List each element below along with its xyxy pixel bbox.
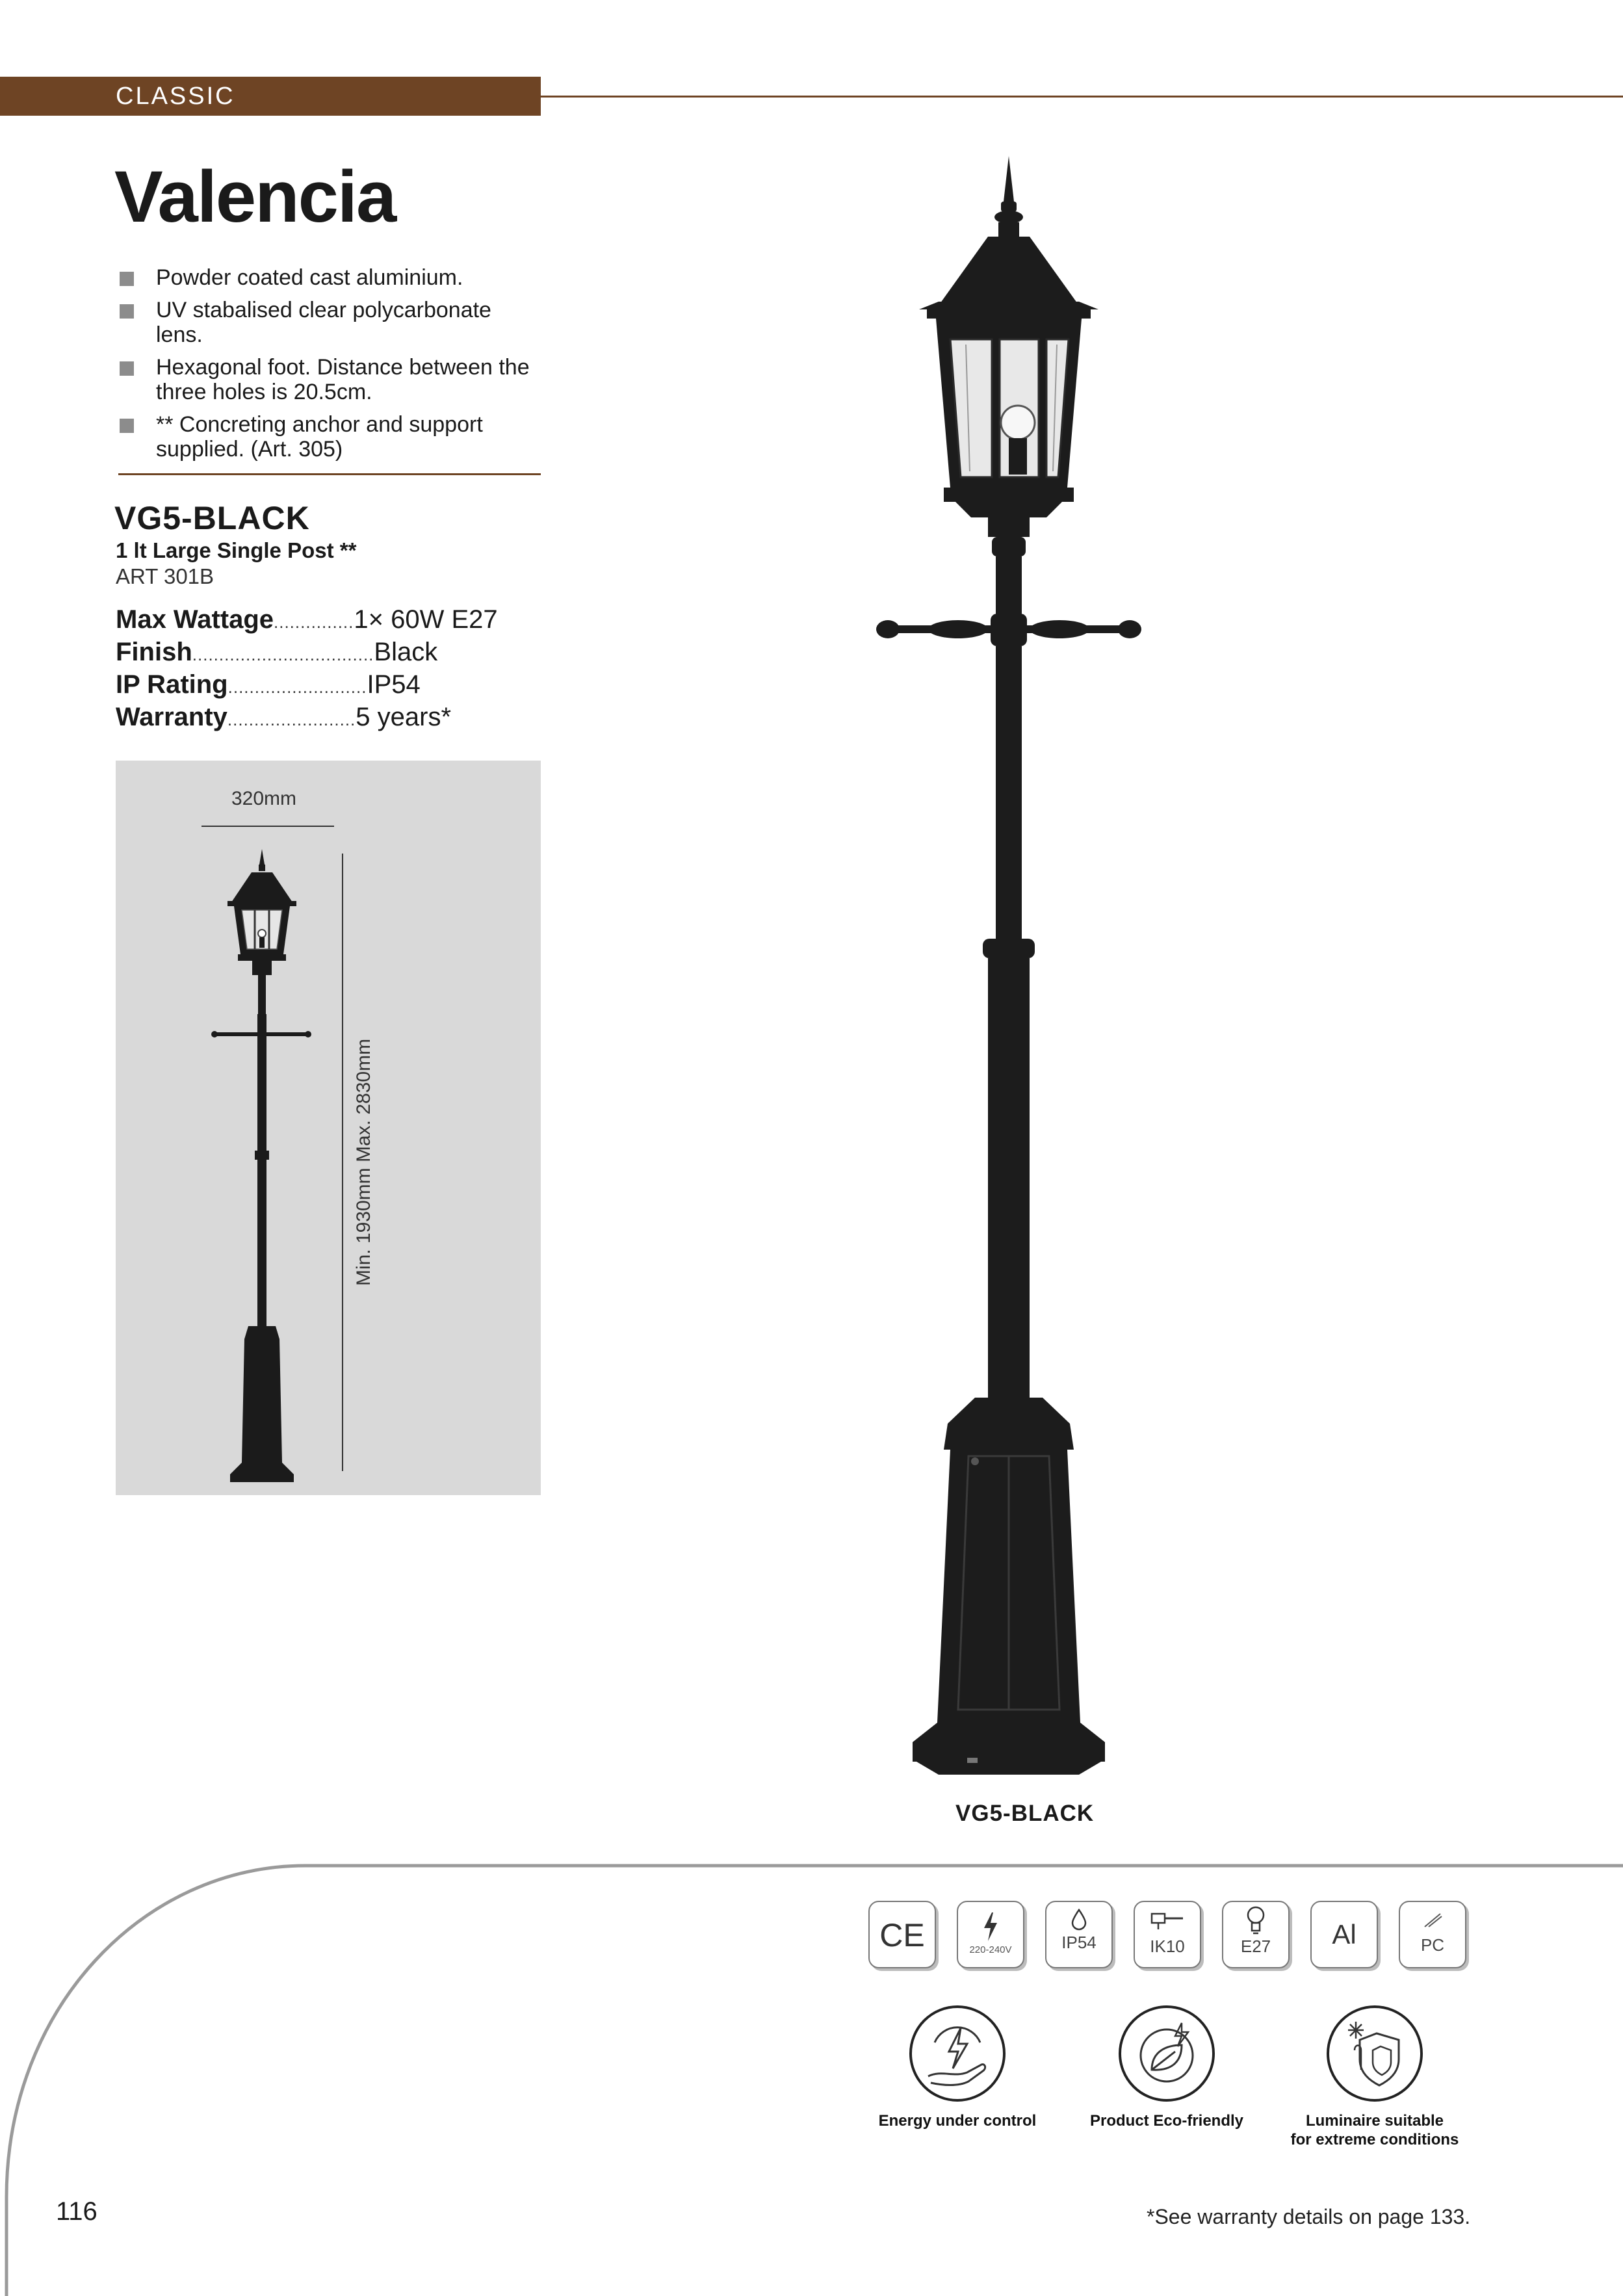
- feature-list: [117, 265, 533, 469]
- square-bullet-icon: [120, 272, 134, 286]
- feature-label-energy: Energy under control: [878, 2112, 1037, 2130]
- ip-rating-icon: IP54: [1045, 1901, 1113, 1968]
- spec-row: Warranty ........................ 5 years*: [116, 703, 452, 731]
- article-number: ART 301B: [116, 564, 214, 588]
- lamp-post-small-drawing: [195, 845, 325, 1489]
- width-dimension-line: [201, 826, 334, 827]
- water-drop-icon: [1071, 1909, 1087, 1931]
- lightning-bolt-icon: [981, 1912, 1000, 1941]
- bulb-socket-icon: E27: [1222, 1901, 1290, 1968]
- extreme-conditions-shield-icon: [1326, 2005, 1423, 2102]
- square-bullet-icon: [120, 361, 134, 376]
- category-label: CLASSIC: [116, 83, 235, 110]
- model-description: 1 lt Large Single Post **: [116, 538, 357, 562]
- feature-item: ** Concreting anchor and support supplied. (Art. 305): [117, 412, 533, 462]
- spec-row: Finish .................................. Black: [116, 638, 438, 666]
- dimension-width: 320mm: [231, 788, 297, 809]
- height-dimension-line: [342, 854, 343, 1471]
- section-divider: [118, 473, 541, 475]
- dimension-height: Min. 1930mm Max. 2830mm: [353, 1038, 374, 1286]
- light-bulb-icon: [1245, 1906, 1266, 1935]
- lens-icon: [1422, 1911, 1443, 1929]
- material-polycarbonate-icon: PC: [1399, 1901, 1466, 1968]
- page-number: 116: [56, 2197, 97, 2226]
- feature-label-eco: Product Eco-friendly: [1089, 2112, 1244, 2130]
- dimension-panel: [116, 761, 541, 1495]
- square-bullet-icon: [120, 304, 134, 319]
- feature-item: Powder coated cast aluminium.: [117, 265, 533, 290]
- square-bullet-icon: [120, 419, 134, 433]
- hammer-icon: [1149, 1911, 1186, 1931]
- model-code: VG5-BLACK: [114, 500, 310, 536]
- category-band: [0, 77, 541, 116]
- voltage-icon: 220-240V: [957, 1901, 1024, 1968]
- spec-table: [116, 605, 498, 735]
- impact-rating-icon: IK10: [1134, 1901, 1201, 1968]
- feature-item: Hexagonal foot. Distance between the three holes is 20.5cm.: [117, 355, 533, 404]
- material-aluminium-icon: Al: [1310, 1901, 1378, 1968]
- eco-leaf-icon: [1118, 2005, 1215, 2102]
- warranty-footnote: *See warranty details on page 133.: [1147, 2205, 1471, 2228]
- ce-mark-icon: CE: [868, 1901, 936, 1968]
- spec-row: IP Rating .......................... IP54: [116, 670, 421, 699]
- energy-hand-icon: [909, 2005, 1006, 2102]
- feature-label-extreme: Luminaire suitable for extreme conditions: [1290, 2112, 1459, 2148]
- product-title: Valencia: [114, 156, 396, 237]
- header-rule: [541, 96, 1623, 98]
- lamp-post-main-image: [871, 150, 1157, 1794]
- spec-row: Max Wattage ............... 1× 60W E27: [116, 605, 498, 634]
- image-caption: VG5-BLACK: [955, 1801, 1095, 1826]
- feature-item: UV stabalised clear polycarbonate lens.: [117, 298, 533, 347]
